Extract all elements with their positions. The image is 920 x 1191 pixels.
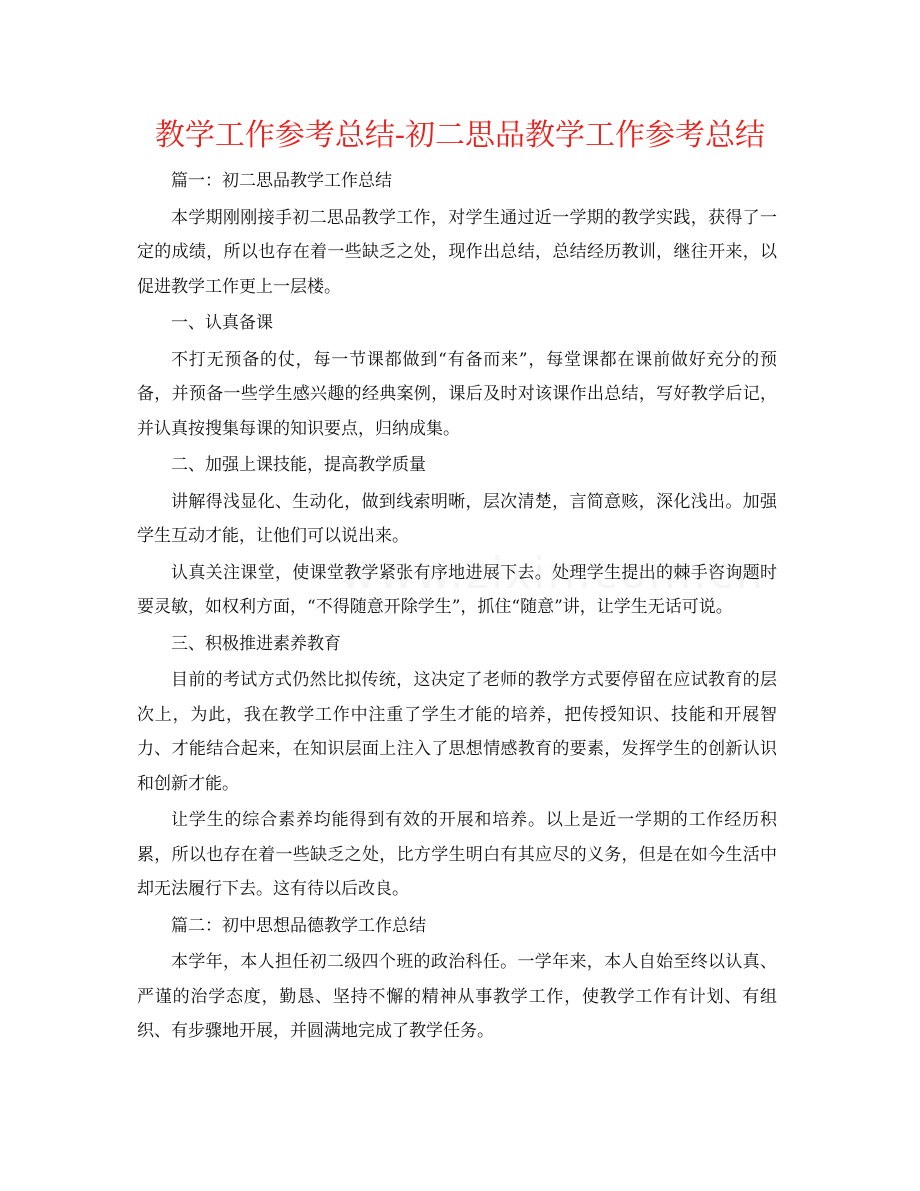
section-heading-1: 一、认真备课 [171, 313, 273, 333]
body-paragraph: 认真关注课堂，使课堂教学紧张有序地进展下去。处理学生提出的棘手咨询题时要灵敏，如权利方面，“不得随意开除学生”，抓住“随意”讲，让学生无话可说。 [137, 562, 777, 617]
section-heading-3: 三、积极推进素养教育 [171, 633, 341, 654]
document-body [137, 164, 777, 1051]
section-heading-part-one: 篇一：初二思品教学工作总结 [171, 171, 392, 191]
body-paragraph: 不打无预备的仗，每一节课都做到“有备而来”，每堂课都在课前做好充分的预备，并预备一些学生感兴趣的经典案例，课后及时对该课作出总结，写好教学后记，并认真按搜集每课的知识要点，归纳成集。 [137, 349, 777, 439]
body-paragraph: 本学期刚刚接手初二思品教学工作，对学生通过近一学期的教学实践，获得了一定的成绩，所以也存在着一些缺乏之处，现作出总结，总结经历教训，继往开来，以促进教学工作更上一层楼。 [137, 207, 777, 297]
body-paragraph: 本学年，本人担任初二级四个班的政治科任。一学年来，本人自始至终以认真、严谨的治学态度，勤恳、坚持不懈的精神从事教学工作，使教学工作有计划、有组织、有步骤地开展，并圆满地完成了教学任务。 [137, 952, 777, 1041]
body-paragraph: 讲解得浅显化、生动化，做到线索明晰，层次清楚，言简意赅，深化浅出。加强学生互动才能，让他们可以说出来。 [137, 491, 777, 546]
section-heading-part-two: 篇二：初中思想品德教学工作总结 [171, 915, 426, 936]
document-title: 教学工作参考总结-初二思品教学工作参考总结 [154, 118, 766, 153]
body-paragraph: 让学生的综合素养均能得到有效的开展和培养。以上是近一学期的工作经历积累，所以也存在着一些缺乏之处，比方学生明白有其应尽的义务，但是在如今生活中却无法履行下去。这有待以后改良。 [137, 810, 777, 899]
section-heading-2: 二、加强上课技能，提高教学质量 [171, 455, 426, 475]
body-paragraph: 目前的考试方式仍然比拟传统，这决定了老师的教学方式要停留在应试教育的层次上，为此，我在教学工作中注重了学生才能的培养，把传授知识、技能和开展智力、才能结合起来，在知识层面上注入了思想情感教育的要素，发挥学生的创新认识和创新才能。 [137, 670, 777, 794]
